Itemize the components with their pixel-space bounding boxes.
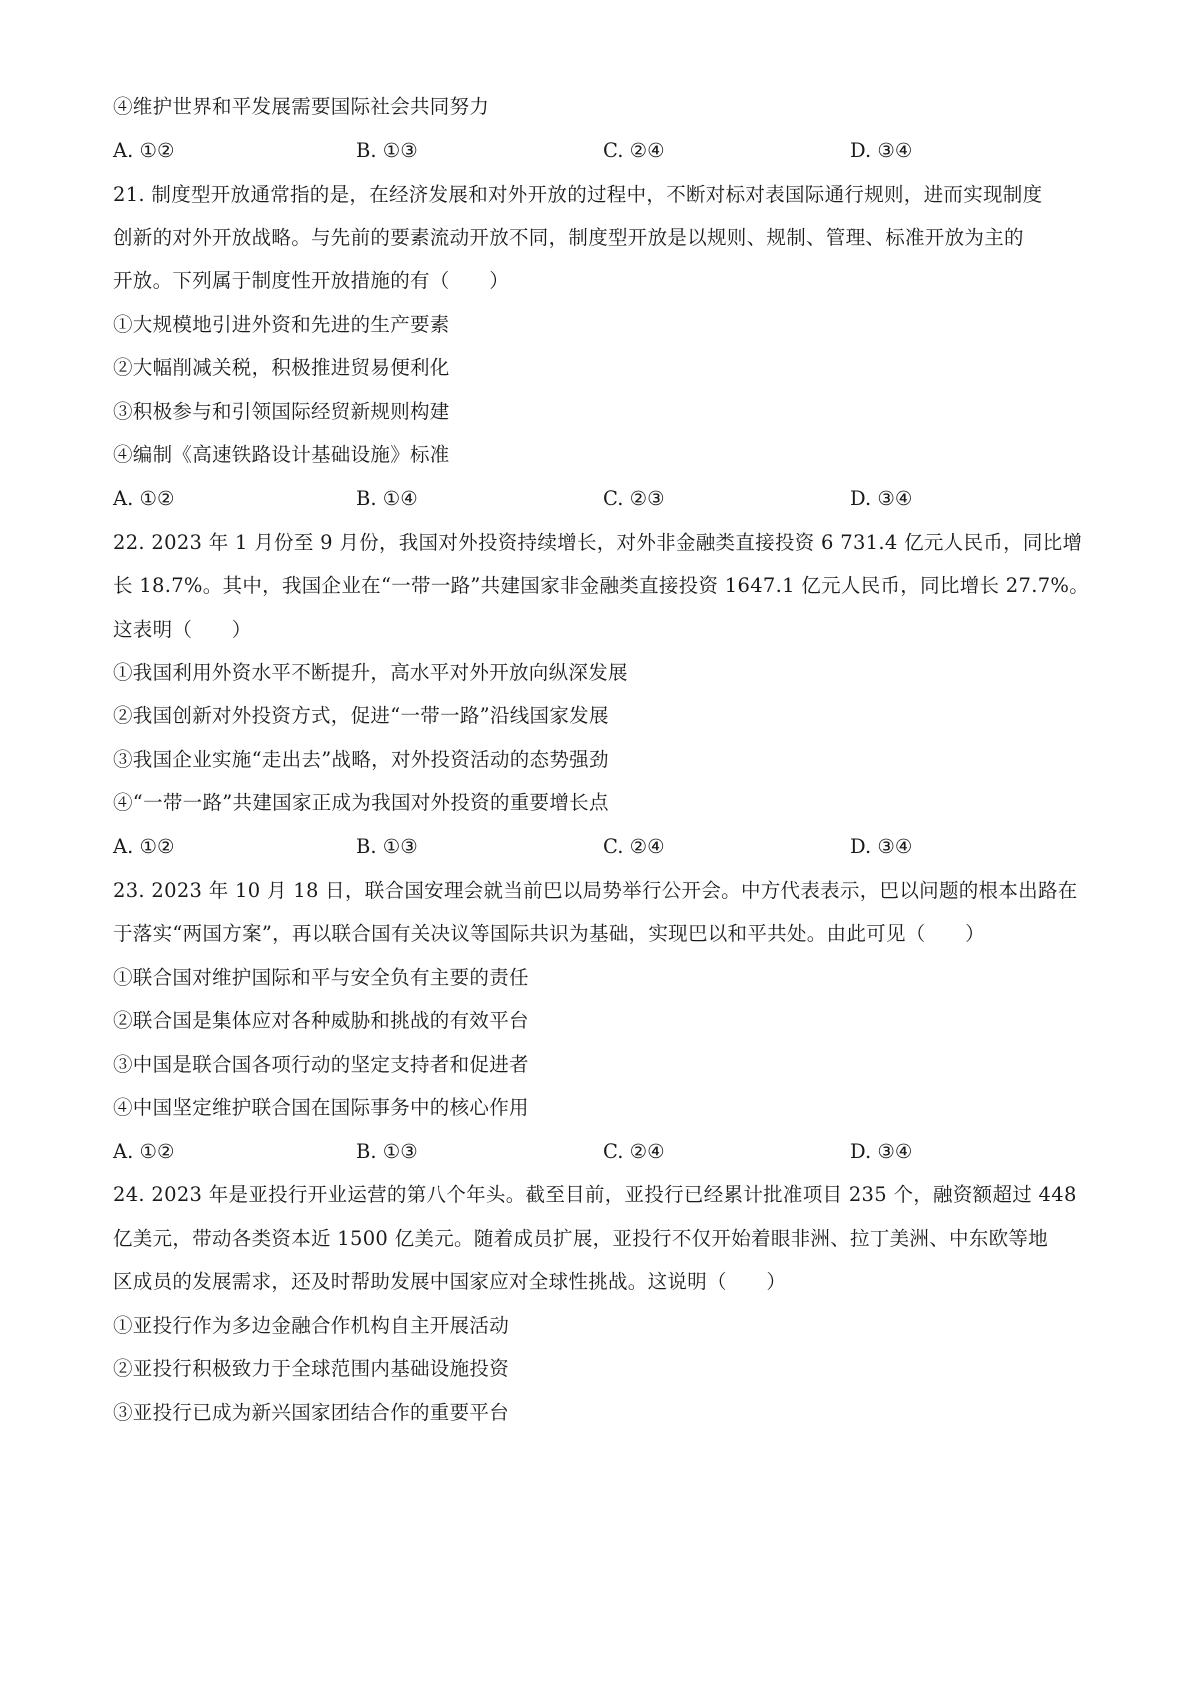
option-item: ④中国坚定维护联合国在国际事务中的核心作用 <box>113 1096 529 1119</box>
option-item: ①大规模地引进外资和先进的生产要素 <box>113 313 450 336</box>
option-b: B. ①③ <box>356 1140 418 1163</box>
question-22-stem: 这表明（ ） <box>113 618 252 641</box>
question-23-stem: 于落实“两国方案”，再以联合国有关决议等国际共识为基础，实现巴以和平共处。由此可见（ ） <box>113 922 985 945</box>
question-23-stem: 23. 2023 年 10 月 18 日，联合国安理会就当前巴以局势举行公开会。中方代表表示，巴以问题的根本出路在 <box>113 879 1078 902</box>
option-a: A. ①② <box>113 487 175 510</box>
option-b: B. ①④ <box>356 487 418 510</box>
question-21-stem: 21. 制度型开放通常指的是，在经济发展和对外开放的过程中，不断对标对表国际通行规则，进而实现制度 <box>113 183 1043 206</box>
option-d: D. ③④ <box>850 139 913 162</box>
option-item: ③积极参与和引领国际经贸新规则构建 <box>113 400 450 423</box>
option-item: ①亚投行作为多边金融合作机构自主开展活动 <box>113 1314 510 1337</box>
option-item: ②亚投行积极致力于全球范围内基础设施投资 <box>113 1357 510 1380</box>
option-a: A. ①② <box>113 139 175 162</box>
option-item: ③亚投行已成为新兴国家团结合作的重要平台 <box>113 1401 510 1424</box>
option-item: ④“一带一路”共建国家正成为我国对外投资的重要增长点 <box>113 791 609 814</box>
option-d: D. ③④ <box>850 1140 913 1163</box>
option-item: ③中国是联合国各项行动的坚定支持者和促进者 <box>113 1053 529 1076</box>
question-22-stem: 22. 2023 年 1 月份至 9 月份，我国对外投资持续增长，对外非金融类直接投资 6 731.4 亿元人民币，同比增 <box>113 531 1083 554</box>
option-c: C. ②④ <box>603 1140 665 1163</box>
option-item: ④维护世界和平发展需要国际社会共同努力 <box>113 95 490 118</box>
option-item: ①我国利用外资水平不断提升，高水平对外开放向纵深发展 <box>113 661 628 684</box>
option-d: D. ③④ <box>850 835 913 858</box>
question-21-stem: 创新的对外开放战略。与先前的要素流动开放不同，制度型开放是以规则、规制、管理、标准开放为主的 <box>113 226 1024 249</box>
option-item: ②我国创新对外投资方式，促进“一带一路”沿线国家发展 <box>113 704 609 727</box>
option-item: ②大幅削减关税，积极推进贸易便利化 <box>113 356 450 379</box>
question-21-stem: 开放。下列属于制度性开放措施的有（ ） <box>113 269 510 292</box>
option-b: B. ①③ <box>356 139 418 162</box>
question-24-stem: 亿美元，带动各类资本近 1500 亿美元。随着成员扩展，亚投行不仅开始着眼非洲、拉丁美洲、中东欧等地 <box>113 1227 1049 1250</box>
question-22-stem: 长 18.7%。其中，我国企业在“一带一路”共建国家非金融类直接投资 1647.1 亿元人民币，同比增长 27.7%。 <box>113 574 1090 597</box>
option-item: ①联合国对维护国际和平与安全负有主要的责任 <box>113 966 529 989</box>
question-24-stem: 24. 2023 年是亚投行开业运营的第八个年头。截至目前，亚投行已经累计批准项目 235 个，融资额超过 448 <box>113 1183 1077 1206</box>
question-24-stem: 区成员的发展需求，还及时帮助发展中国家应对全球性挑战。这说明（ ） <box>113 1270 787 1293</box>
option-a: A. ①② <box>113 1140 175 1163</box>
option-b: B. ①③ <box>356 835 418 858</box>
option-a: A. ①② <box>113 835 175 858</box>
option-c: C. ②④ <box>603 835 665 858</box>
option-item: ④编制《高速铁路设计基础设施》标准 <box>113 443 450 466</box>
option-d: D. ③④ <box>850 487 913 510</box>
option-item: ②联合国是集体应对各种威胁和挑战的有效平台 <box>113 1009 529 1032</box>
option-item: ③我国企业实施“走出去”战略，对外投资活动的态势强劲 <box>113 748 609 771</box>
option-c: C. ②③ <box>603 487 665 510</box>
option-c: C. ②④ <box>603 139 665 162</box>
